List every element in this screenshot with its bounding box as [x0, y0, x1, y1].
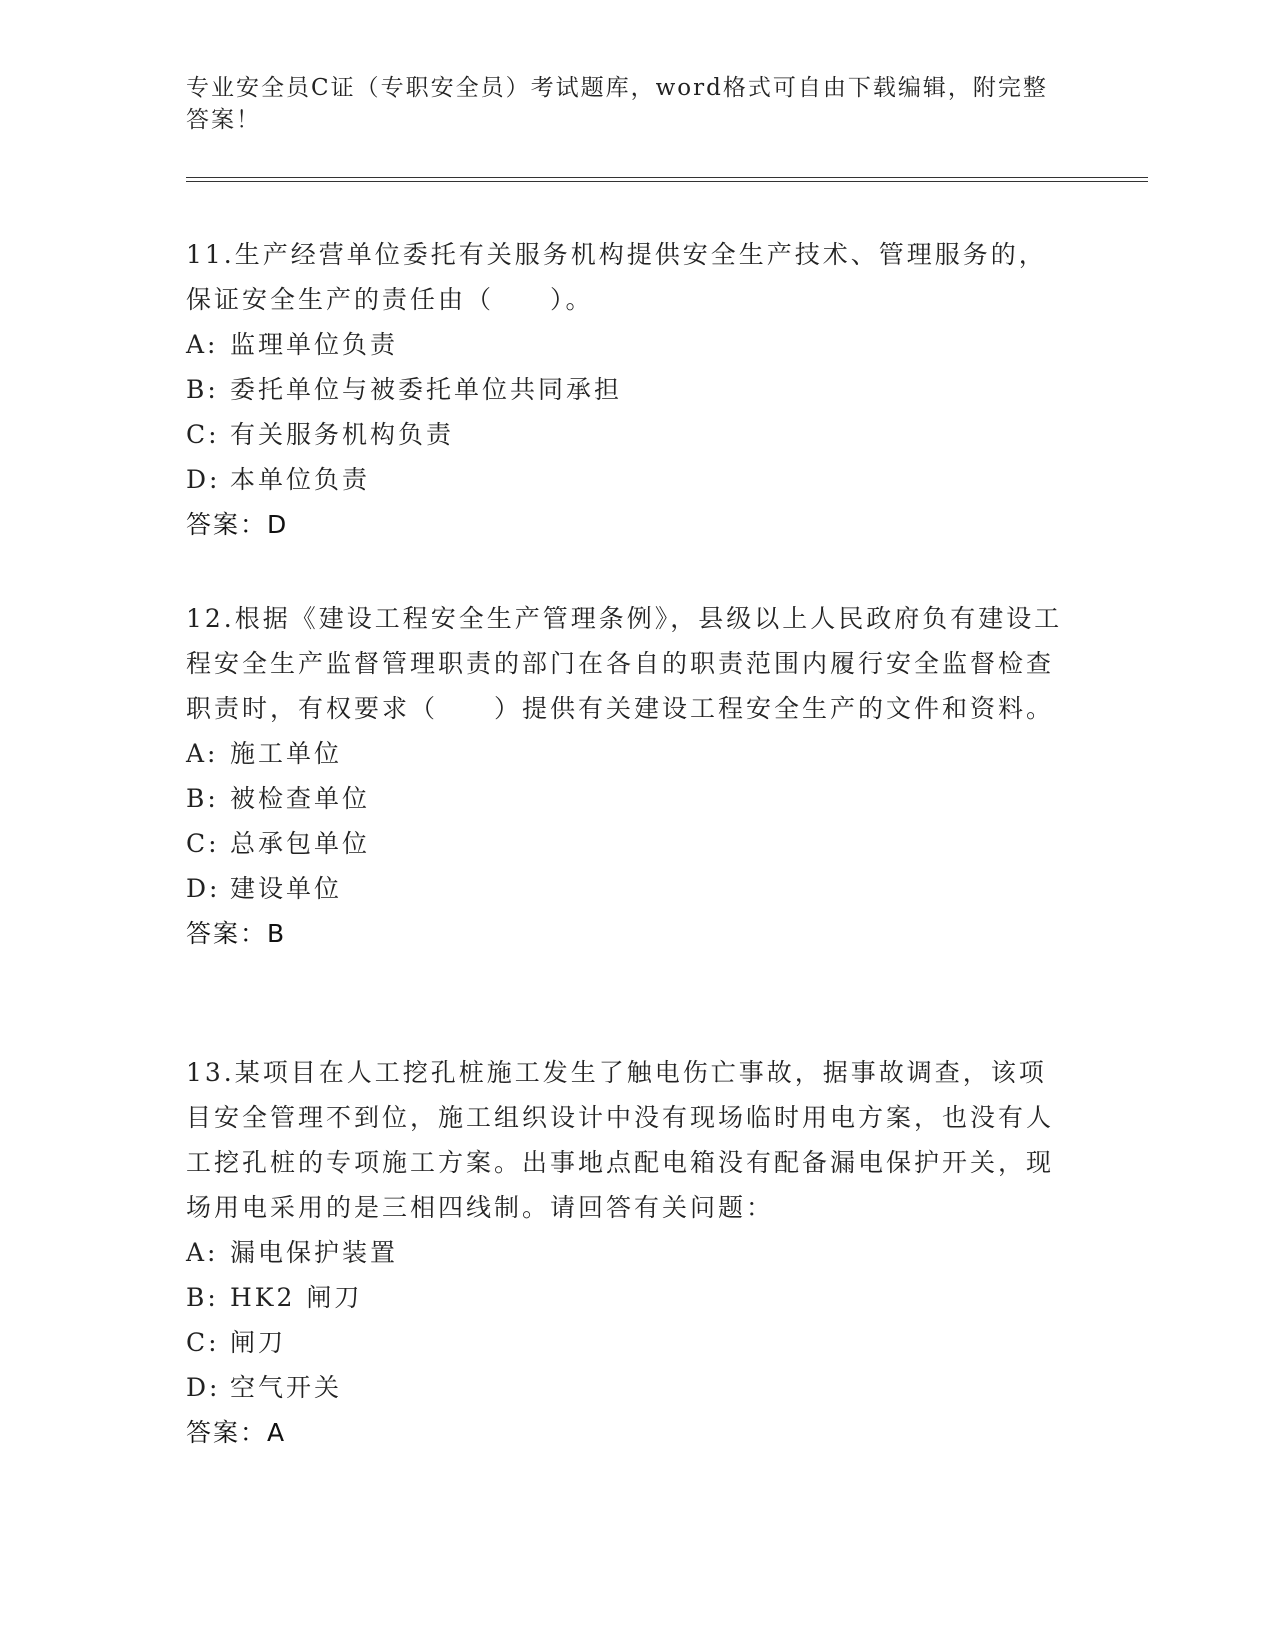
- option-text: 有关服务机构负责: [230, 420, 455, 449]
- answer-line: 答案：D: [186, 510, 289, 539]
- option-text: 监理单位负责: [230, 330, 399, 359]
- option-d: [186, 1365, 1066, 1410]
- option-text: 漏电保护装置: [230, 1238, 399, 1267]
- option-c: [186, 821, 1066, 866]
- option-key: D:: [186, 1373, 221, 1402]
- option-key: B:: [186, 375, 219, 404]
- option-key: C:: [186, 1328, 220, 1357]
- option-text: 建设单位: [230, 874, 343, 903]
- question-stem: 13.某项目在人工挖孔桩施工发生了触电伤亡事故，据事故调查，该项目安全管理不到位，施工组织设计中没有现场临时用电方案，也没有人工挖孔桩的专项施工方案。出事地点配电箱没有配备漏电保护开关，现场用电采用的是三相四线制。请回答有关问题：: [186, 1058, 1055, 1222]
- option-key: A:: [186, 1238, 219, 1267]
- option-key: B:: [186, 784, 219, 813]
- question-block: [186, 1050, 1066, 1455]
- question-block: [186, 232, 1066, 547]
- option-d: [186, 457, 1066, 502]
- header-divider-bottom: [186, 181, 1148, 182]
- answer-line: 答案：B: [186, 919, 287, 948]
- question-stem: 11.生产经营单位委托有关服务机构提供安全生产技术、管理服务的，保证安全生产的责任由（ ）。: [186, 240, 1047, 314]
- option-text: 被检查单位: [230, 784, 371, 813]
- option-a: [186, 731, 1066, 776]
- option-key: A:: [186, 330, 219, 359]
- header-divider-top: [186, 177, 1148, 178]
- option-b: [186, 1275, 1066, 1320]
- option-key: A:: [186, 739, 219, 768]
- question-block: [186, 596, 1066, 956]
- answer-line: 答案：A: [186, 1418, 287, 1447]
- option-text: 闸刀: [230, 1328, 287, 1357]
- option-text: 空气开关: [230, 1373, 343, 1402]
- option-a: [186, 322, 1066, 367]
- option-text: HK2 闸刀: [230, 1283, 363, 1312]
- option-a: [186, 1230, 1066, 1275]
- option-c: [186, 412, 1066, 457]
- option-c: [186, 1320, 1066, 1365]
- option-key: C:: [186, 829, 220, 858]
- document-header: 专业安全员C证（专职安全员）考试题库，word格式可自由下载编辑，附完整答案！: [186, 75, 1048, 133]
- option-b: [186, 776, 1066, 821]
- option-text: 委托单位与被委托单位共同承担: [230, 375, 623, 404]
- option-key: B:: [186, 1283, 219, 1312]
- option-d: [186, 866, 1066, 911]
- option-key: D:: [186, 874, 221, 903]
- question-stem: 12.根据《建设工程安全生产管理条例》，县级以上人民政府负有建设工程安全生产监督管理职责的部门在各自的职责范围内履行安全监督检查职责时，有权要求（ ）提供有关建设工程安全生产的文件和资料。: [186, 604, 1063, 723]
- option-text: 总承包单位: [230, 829, 371, 858]
- option-text: 本单位负责: [230, 465, 371, 494]
- option-key: D:: [186, 465, 221, 494]
- option-b: [186, 367, 1066, 412]
- option-text: 施工单位: [230, 739, 343, 768]
- option-key: C:: [186, 420, 220, 449]
